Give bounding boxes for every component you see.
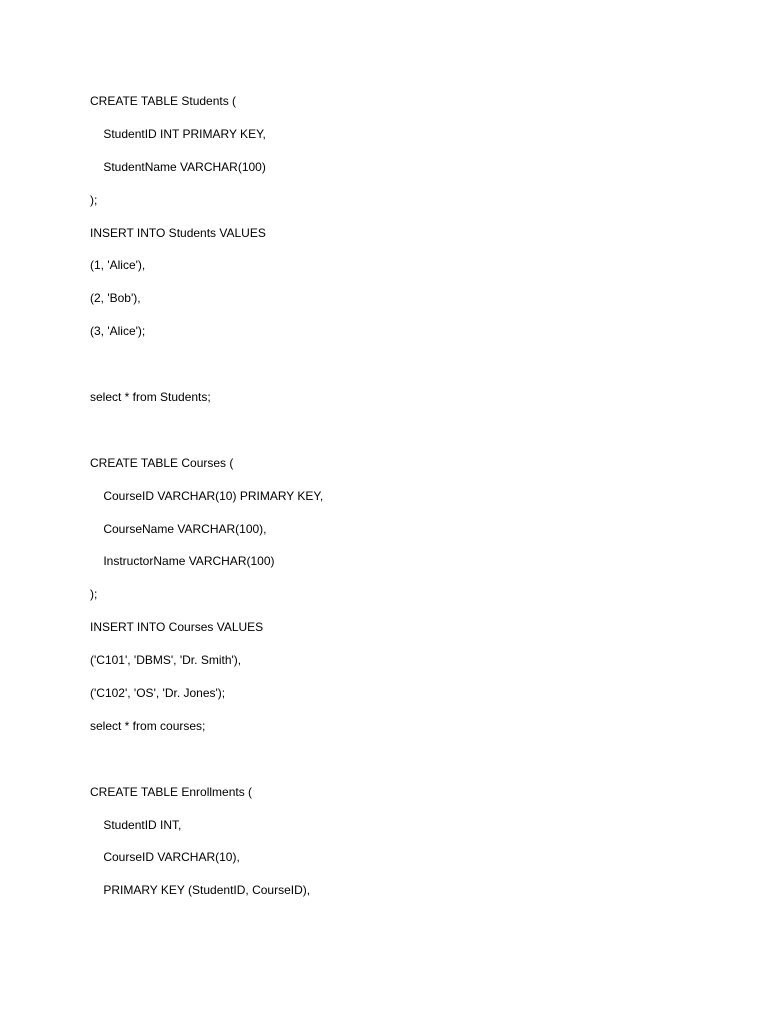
code-line: InstructorName VARCHAR(100) (90, 554, 275, 569)
code-line: StudentName VARCHAR(100) (90, 159, 266, 174)
document-body (90, 91, 690, 913)
code-line: ); (90, 192, 98, 207)
code-line: CourseID VARCHAR(10) PRIMARY KEY, (90, 488, 324, 503)
code-line: INSERT INTO Courses VALUES (90, 620, 264, 635)
code-line: INSERT INTO Students VALUES (90, 225, 266, 240)
code-line: (2, 'Bob'), (90, 291, 141, 306)
blank-line (90, 420, 690, 453)
code-line: (3, 'Alice'); (90, 324, 146, 339)
code-line: select * from courses; (90, 718, 206, 733)
code-line: CREATE TABLE Students ( (90, 94, 237, 108)
blank-line (90, 354, 690, 387)
code-line: (1, 'Alice'), (90, 258, 146, 273)
code-line: select * from Students; (90, 390, 211, 405)
blank-line (90, 749, 690, 782)
code-line: CourseName VARCHAR(100), (90, 521, 267, 536)
code-line: CREATE TABLE Enrollments ( (90, 784, 253, 799)
code-line: CREATE TABLE Courses ( (90, 455, 234, 470)
code-line: PRIMARY KEY (StudentID, CourseID), (90, 883, 311, 898)
code-line: ('C102', 'OS', 'Dr. Jones'); (90, 686, 226, 701)
code-line: StudentID INT, (90, 817, 182, 832)
code-line: CourseID VARCHAR(10), (90, 850, 240, 865)
code-line: StudentID INT PRIMARY KEY, (90, 126, 266, 141)
code-line: ('C101', 'DBMS', 'Dr. Smith'), (90, 653, 242, 668)
code-line: ); (90, 587, 98, 602)
